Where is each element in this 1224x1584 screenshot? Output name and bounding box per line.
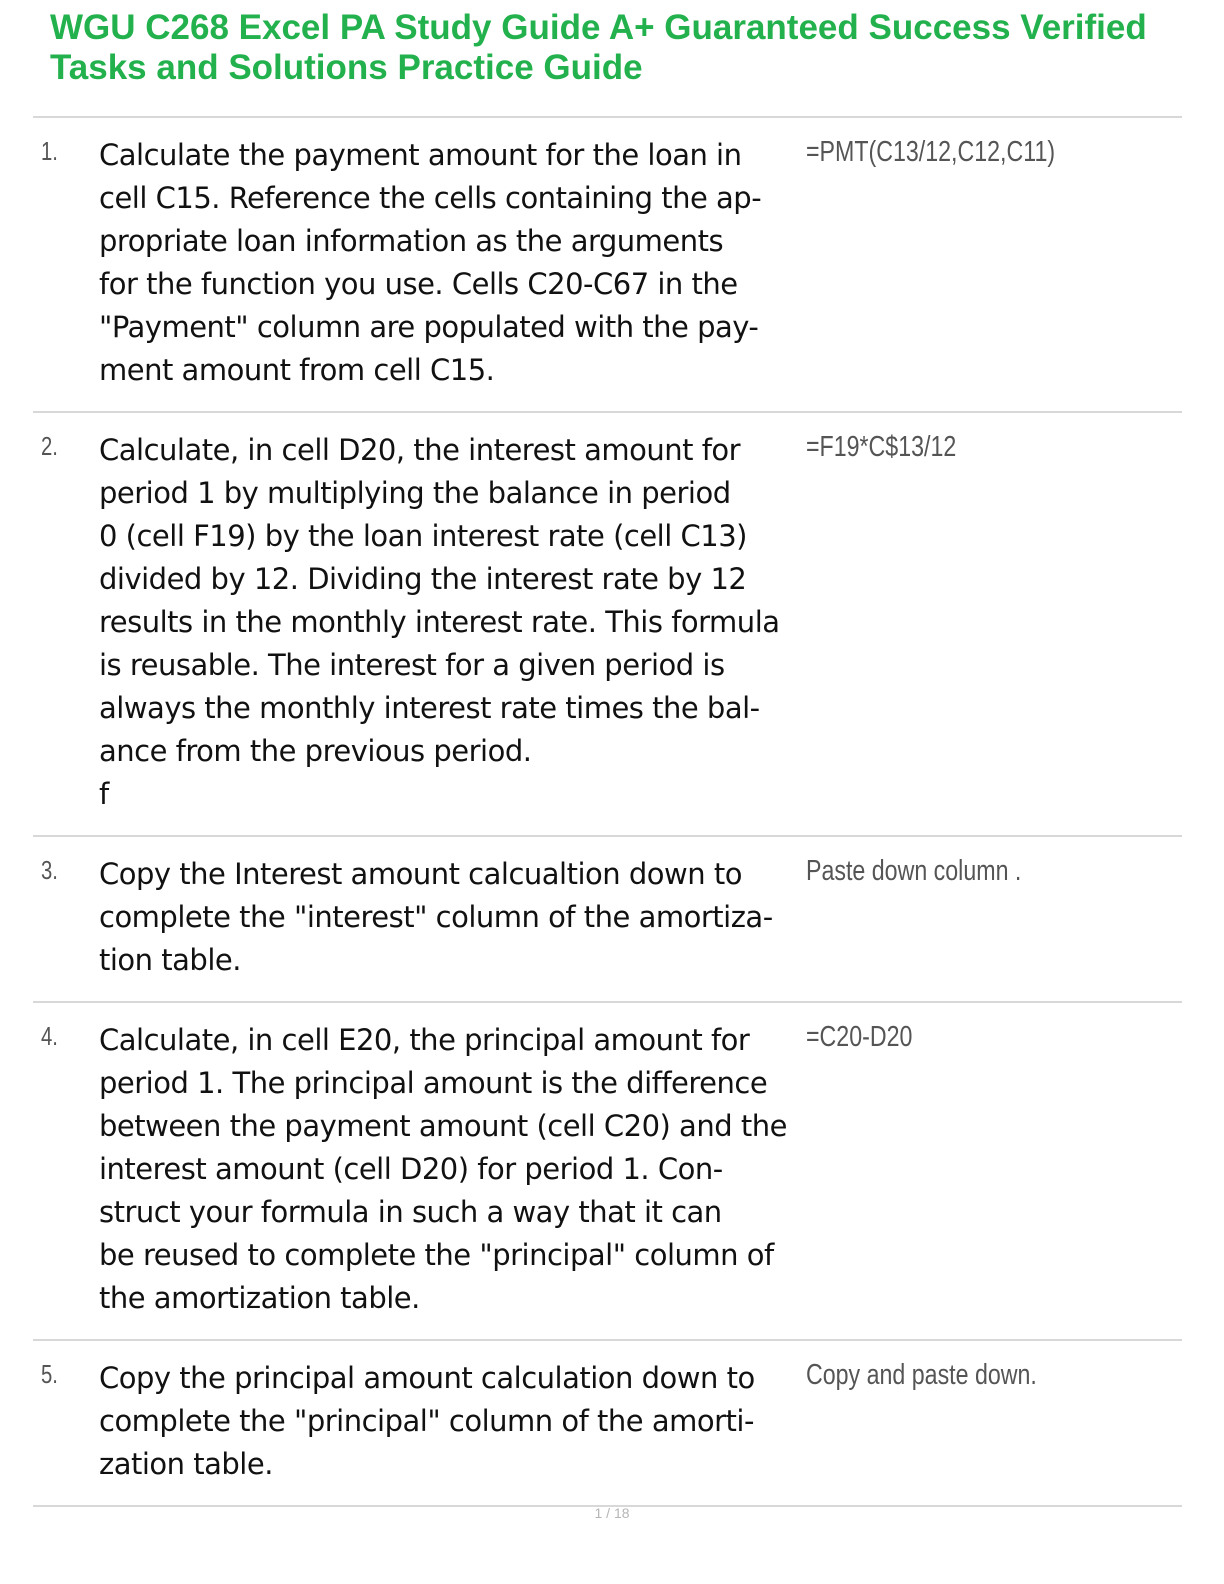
- answer-text: =PMT(C13/12,C12,C11): [806, 136, 1056, 168]
- question-text: Calculate, in cell D20, the interest amount for period 1 by multiplying the balance in period 0 (cell F19) by the loan interest rate (cell C13) divided by 12. Dividing the interest rate by 12 results in the monthly interest rate. This formula is reusable. The interest for a given period is always the monthly interest rate times the bal- ance from the previous period. f: [99, 433, 780, 811]
- answer-text: Copy and paste down.: [806, 1359, 1037, 1391]
- question-text: Copy the principal amount calculation down to complete the "principal" column of the amorti- zation table.: [99, 1361, 755, 1481]
- item-number: 5.: [41, 1359, 58, 1389]
- document-title: WGU C268 Excel PA Study Guide A+ Guaranteed Success Verified Tasks and Solutions Practice Guide: [50, 8, 1147, 87]
- answer-text: =F19*C$13/12: [806, 431, 957, 463]
- qa-list: [33, 116, 1182, 1507]
- answer-text: =C20-D20: [806, 1021, 913, 1053]
- item-number: 1.: [41, 136, 58, 166]
- item-number: 4.: [41, 1021, 58, 1051]
- page-number: 1 / 18: [594, 1505, 630, 1521]
- item-number: 3.: [41, 855, 58, 885]
- qa-item: [33, 1341, 1182, 1507]
- qa-item: [33, 413, 1182, 837]
- question-text: Calculate, in cell E20, the principal amount for period 1. The principal amount is the difference between the payment amount (cell C20) and the interest amount (cell D20) for period 1. Con- struct your formula in such a way that it can be reused to complete the "principal" column of the amortization table.: [99, 1023, 787, 1315]
- question-text: Calculate the payment amount for the loan in cell C15. Reference the cells containing the ap- propriate loan information as the arguments for the function you use. Cells C20-C67 in the "Payment" column are populated with the pay- ment amount from cell C15.: [99, 138, 762, 387]
- qa-item: [33, 837, 1182, 1003]
- qa-item: [33, 1003, 1182, 1341]
- answer-text: Paste down column .: [806, 855, 1022, 887]
- question-text: Copy the Interest amount calcualtion down to complete the "interest" column of the amortiza- tion table.: [99, 857, 773, 977]
- item-number: 2.: [41, 431, 58, 461]
- qa-item: [33, 118, 1182, 413]
